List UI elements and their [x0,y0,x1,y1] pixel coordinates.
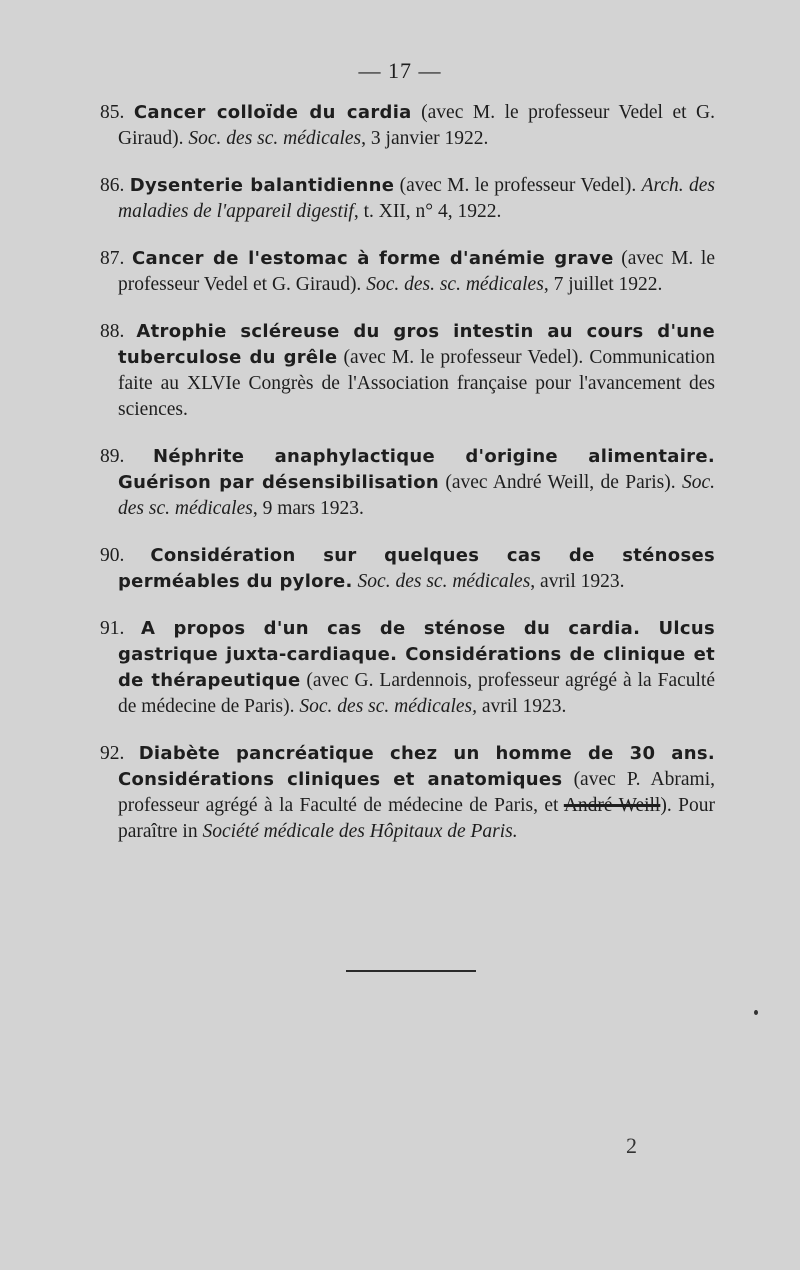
entry-tail: , t. XII, n° 4, 1922. [353,201,502,222]
entry-text-2: ). Pour paraître in [118,795,715,842]
entry-title: Cancer de l'estomac à forme d'anémie grave [132,248,614,269]
entry-number: 89. [100,446,125,467]
entry-text: (avec André Weill, de Paris). [439,472,682,493]
entry-text: (avec M. le professeur Vedel et G. Giraud). [118,102,715,149]
entry-text: (avec M. le professeur Vedel). [394,175,642,196]
bibliography-list [100,100,715,866]
entry-title: Néphrite anaphylactique d'origine alimentaire. Guérison par désensibilisation [118,446,715,493]
entry-title: Considération sur quelques cas de sténoses perméables du pylore. [118,545,716,592]
entry-journal: Soc. des sc. médicales [357,571,531,592]
entry-tail: , 7 juillet 1922. [543,274,663,295]
list-item [100,319,715,423]
list-item [100,173,715,225]
entry-title: Dysenterie balantidienne [129,175,395,196]
entry-tail: , 9 mars 1923. [252,498,364,519]
entry-journal: Arch. des maladies de l'appareil digestif [118,175,715,222]
list-item [100,543,715,595]
struck-name: André Weill [563,795,661,816]
entry-journal: Soc. des sc. médicales, [299,696,478,717]
entry-title: Cancer colloïde du cardia [133,102,412,123]
entry-journal: Soc. des. sc. médicales [366,274,544,295]
divider-rule [346,970,476,972]
list-item [100,100,715,152]
entry-tail: , 3 janvier 1922. [361,128,489,149]
ink-speck [754,1010,758,1015]
signature-mark: 2 [626,1133,637,1158]
list-item [100,246,715,298]
entry-text: (avec M. le professeur Vedel). Communication faite au XLVIe Congrès de l'Association française pour l'avancement des sciences. [118,347,715,420]
list-item [100,616,715,720]
list-item [100,444,715,522]
entry-journal: Soc. des sc. médicales [118,472,715,519]
list-item [100,741,715,845]
entry-number: 86. [100,175,125,196]
entry-number: 92. [100,743,125,764]
entry-number: 85. [100,102,125,123]
entry-number: 91. [100,618,125,639]
entry-journal: Société médicale des Hôpitaux de Paris. [202,821,518,842]
entry-tail: , avril 1923. [530,571,625,592]
entry-number: 90. [100,545,125,566]
entry-title: A propos d'un cas de sténose du cardia. Ulcus gastrique juxta-cardiaque. Considérations de clinique et de thérapeutique [118,618,715,691]
entry-title: Atrophie scléreuse du gros intestin au cours d'une tuberculose du grêle [118,321,715,368]
entry-text: (avec P. Abrami, professeur agrégé à la Faculté de médecine de Paris, et [118,769,715,816]
entry-journal: Soc. des sc. médicales [188,128,362,149]
entry-text: (avec G. Lardennois, professeur agrégé à la Faculté de médecine de Paris). [118,670,715,717]
entry-number: 88. [100,321,125,342]
entry-number: 87. [100,248,125,269]
entry-tail: avril 1923. [477,696,567,717]
page-number: — 17 — [358,58,442,83]
entry-title: Diabète pancréatique chez un homme de 30 ans. Considérations cliniques et anatomiques [118,743,716,790]
entry-text: (avec M. le professeur Vedel et G. Giraud). [118,248,715,295]
